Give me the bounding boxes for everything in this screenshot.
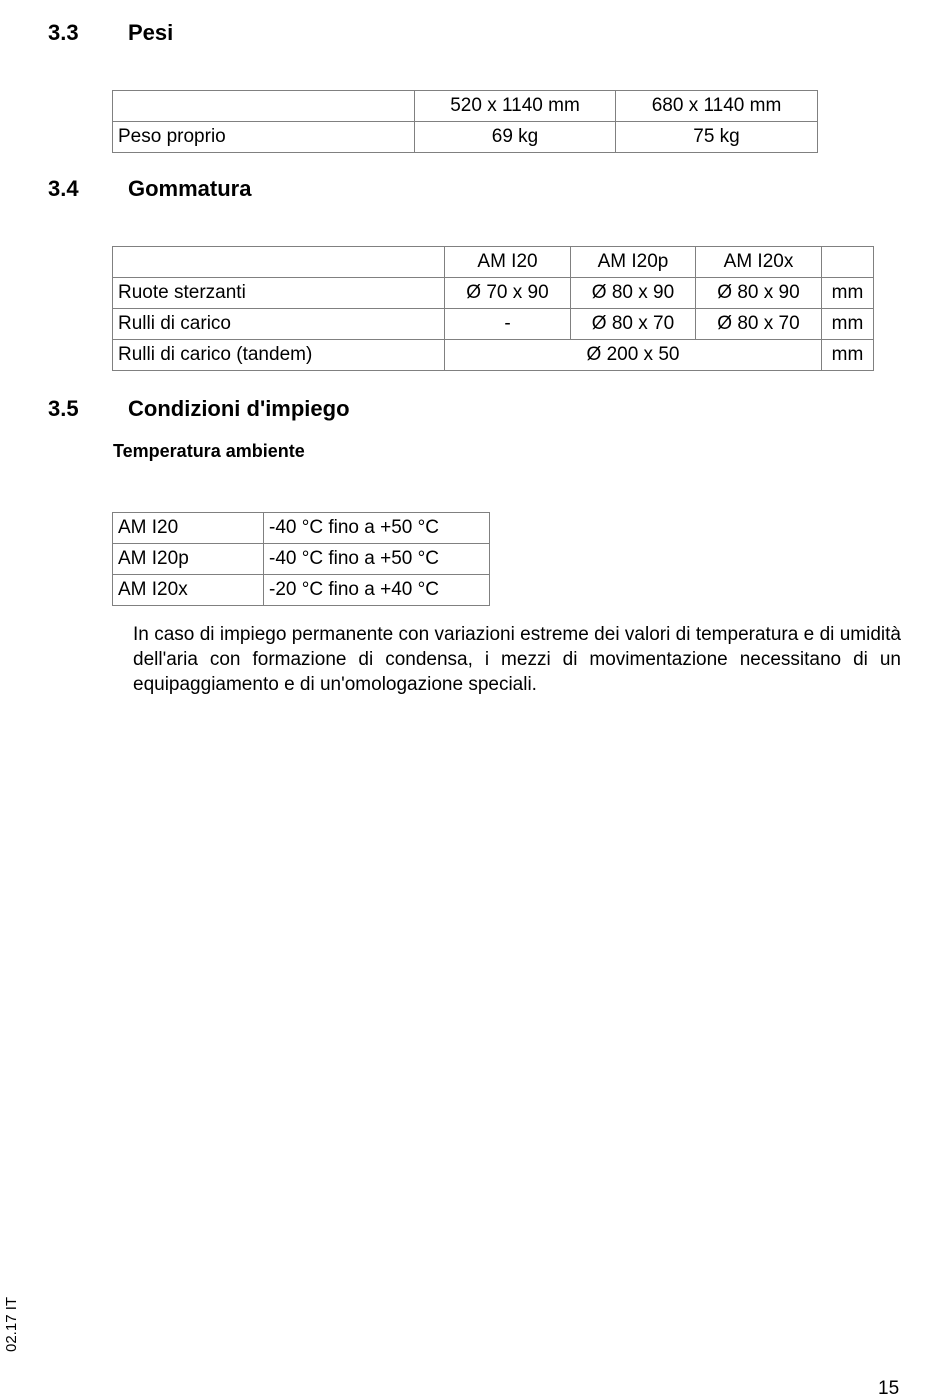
table-cell bbox=[113, 91, 415, 122]
table-row bbox=[113, 122, 818, 153]
table-cell: Ø 80 x 70 bbox=[571, 309, 696, 340]
table-header-cell: AM I20p bbox=[571, 247, 696, 278]
table-cell: Ø 70 x 90 bbox=[445, 278, 571, 309]
body-paragraph: In caso di impiego permanente con variazioni estreme dei valori di temperatura e di umidità dell'aria con formazione di condensa, i mezzi di movimentazione necessitano di un equipaggiamento e di un'omologazione speciali. bbox=[133, 624, 901, 695]
table-row bbox=[113, 278, 874, 309]
table-cell: 69 kg bbox=[415, 122, 616, 153]
table-cell: Ø 200 x 50 bbox=[445, 340, 822, 371]
table-row bbox=[113, 309, 874, 340]
table-cell: - bbox=[445, 309, 571, 340]
table-cell bbox=[113, 247, 445, 278]
table-row bbox=[113, 340, 874, 371]
table-cell: Rulli di carico bbox=[113, 309, 445, 340]
table-cell: AM I20p bbox=[113, 544, 264, 575]
table-header-cell: AM I20x bbox=[696, 247, 822, 278]
table-cell: Ø 80 x 90 bbox=[571, 278, 696, 309]
table-row bbox=[113, 513, 490, 544]
section-title: Condizioni d'impiego bbox=[128, 396, 350, 421]
table-cell: mm bbox=[822, 340, 874, 371]
temperature-table bbox=[112, 512, 490, 606]
section-number: 3.3 bbox=[48, 20, 79, 45]
table-cell: Peso proprio bbox=[113, 122, 415, 153]
table-cell: -20 °C fino a +40 °C bbox=[264, 575, 490, 606]
table-header-cell: 520 x 1140 mm bbox=[415, 91, 616, 122]
table-cell: Rulli di carico (tandem) bbox=[113, 340, 445, 371]
table-row bbox=[113, 575, 490, 606]
table-cell: Ø 80 x 70 bbox=[696, 309, 822, 340]
table-cell: -40 °C fino a +50 °C bbox=[264, 544, 490, 575]
table-cell: mm bbox=[822, 309, 874, 340]
table-header-cell: 680 x 1140 mm bbox=[616, 91, 818, 122]
section-title: Gommatura bbox=[128, 176, 252, 201]
table-cell: Ø 80 x 90 bbox=[696, 278, 822, 309]
table-header-row bbox=[113, 247, 874, 278]
table-cell: AM I20x bbox=[113, 575, 264, 606]
subsection-title: Temperatura ambiente bbox=[113, 441, 305, 461]
table-cell: mm bbox=[822, 278, 874, 309]
table-row bbox=[113, 544, 490, 575]
tyres-table bbox=[112, 246, 874, 371]
table-cell: -40 °C fino a +50 °C bbox=[264, 513, 490, 544]
section-number: 3.4 bbox=[48, 176, 79, 201]
page-number: 15 bbox=[878, 1378, 900, 1399]
table-header-row bbox=[113, 91, 818, 122]
table-cell bbox=[822, 247, 874, 278]
table-cell: 75 kg bbox=[616, 122, 818, 153]
document-code: 02.17 IT bbox=[3, 1296, 20, 1352]
table-header-cell: AM I20 bbox=[445, 247, 571, 278]
section-number: 3.5 bbox=[48, 396, 79, 421]
weights-table bbox=[112, 90, 818, 153]
section-title: Pesi bbox=[128, 20, 174, 45]
table-cell: Ruote sterzanti bbox=[113, 278, 445, 309]
table-cell: AM I20 bbox=[113, 513, 264, 544]
